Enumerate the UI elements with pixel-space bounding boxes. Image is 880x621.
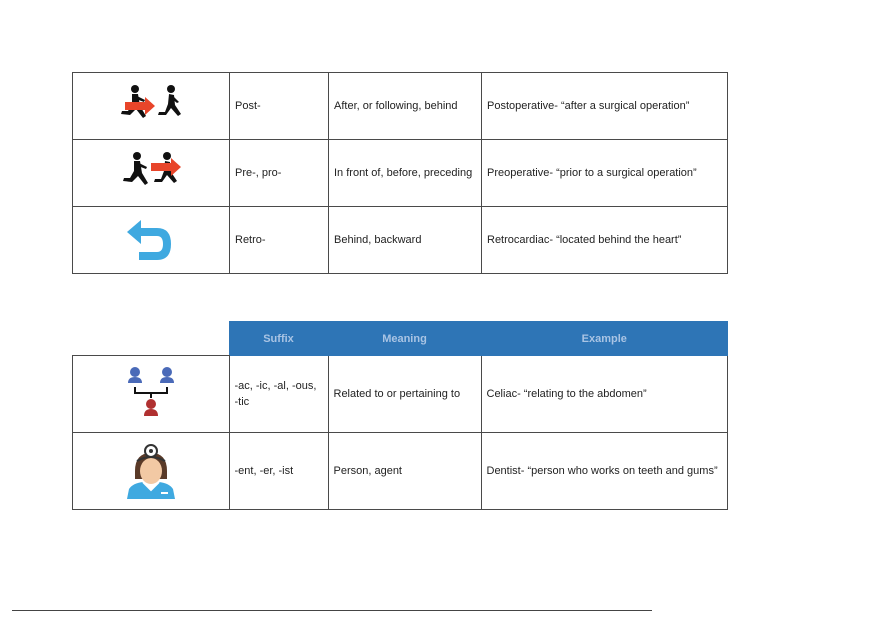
back-arrow-icon — [125, 216, 177, 264]
runners-arrow-behind-icon — [115, 82, 187, 130]
icon-cell — [73, 140, 230, 207]
suffix-example: Dentist- “person who works on teeth and gums” — [481, 433, 728, 510]
prefix-meaning: Behind, backward — [329, 207, 482, 274]
prefix-example: Retrocardiac- “located behind the heart” — [482, 207, 728, 274]
prefix-example: Postoperative- “after a surgical operation” — [482, 73, 728, 140]
footer-divider — [12, 610, 652, 611]
prefix-meaning: In front of, before, preceding — [329, 140, 482, 207]
table-row — [73, 140, 728, 207]
blank-header-cell — [73, 322, 230, 356]
people-hierarchy-icon — [125, 366, 177, 422]
table-row — [73, 356, 728, 433]
icon-cell — [73, 207, 230, 274]
icon-cell — [73, 433, 230, 510]
suffix-term: -ent, -er, -ist — [229, 433, 328, 510]
table-header-row — [73, 322, 728, 356]
meaning-column-header: Meaning — [328, 322, 481, 356]
prefix-term: Retro- — [230, 207, 329, 274]
suffix-term: -ac, -ic, -al, -ous, -tic — [229, 356, 328, 433]
suffix-table — [72, 321, 728, 510]
suffix-meaning: Person, agent — [328, 433, 481, 510]
suffix-example: Celiac- “relating to the abdomen” — [481, 356, 728, 433]
suffix-column-header: Suffix — [229, 322, 328, 356]
dentist-icon — [123, 441, 179, 501]
runners-arrow-ahead-icon — [115, 149, 187, 197]
prefix-meaning: After, or following, behind — [329, 73, 482, 140]
prefix-term: Pre-, pro- — [230, 140, 329, 207]
table-row — [73, 207, 728, 274]
prefix-example: Preoperative- “prior to a surgical operation” — [482, 140, 728, 207]
table-row — [73, 73, 728, 140]
icon-cell — [73, 73, 230, 140]
example-column-header: Example — [481, 322, 728, 356]
icon-cell — [73, 356, 230, 433]
prefix-term: Post- — [230, 73, 329, 140]
table-row — [73, 433, 728, 510]
suffix-meaning: Related to or pertaining to — [328, 356, 481, 433]
prefix-table — [72, 72, 728, 274]
